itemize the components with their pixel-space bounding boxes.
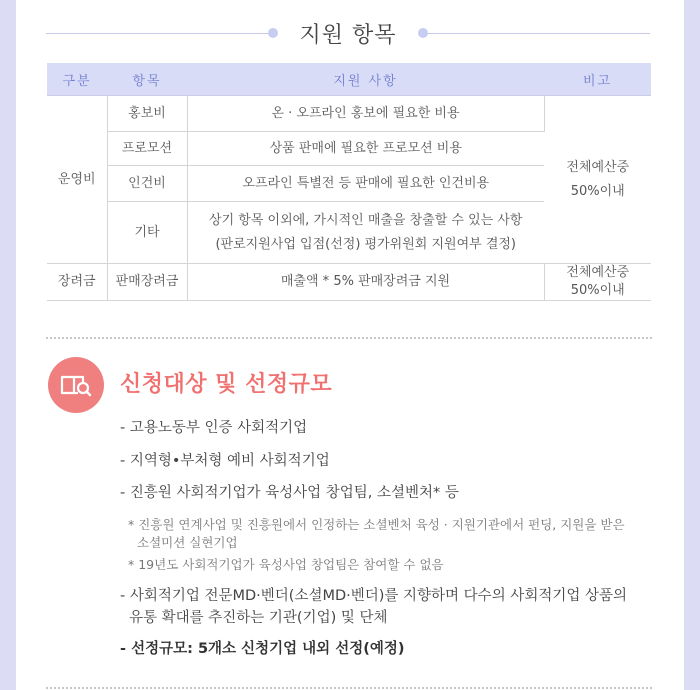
support-table: [47, 63, 651, 301]
support-cell: 오프라인 특별전 등 판매에 필요한 인건비용: [187, 166, 544, 202]
support-line: (판로지원사업 입점(선정) 평가위원회 지원여부 결정): [215, 236, 517, 252]
note-line: 전체예산중: [566, 159, 630, 175]
support-cell: 상품 판매에 필요한 프로모션 비용: [187, 132, 544, 166]
support-cell: [187, 202, 544, 264]
footnote: 소셜미션 실현기업: [137, 535, 238, 550]
footnote: * 진흥원 연계사업 및 진흥원에서 인정하는 소셜벤처 육성 · 지원기관에서 펀딩, 지원을 받은: [128, 517, 625, 532]
list-item: - 진흥원 사회적기업가 육성사업 창업팀, 소셜벤처* 등: [120, 485, 459, 501]
note-cell: [544, 96, 651, 264]
list-item: - 사회적기업 전문MD·벤더(소셜MD·벤더)를 지향하며 다수의 사회적기업 상품의: [120, 588, 627, 604]
list-item: - 고용노동부 인증 사회적기업: [120, 420, 308, 436]
apply-section-title: 신청대상 및 선정규모: [120, 372, 333, 397]
note-line: 50%이내: [570, 183, 625, 199]
selection-scale: - 선정규모: 5개소 신청기업 내외 선정(예정): [120, 641, 405, 657]
category-cell: 장려금: [47, 264, 107, 301]
item-cell: 기타: [107, 202, 187, 264]
support-line: 상기 항목 이외에, 가시적인 매출을 창출할 수 있는 사항: [209, 212, 523, 228]
list-item: - 지역형•부처형 예비 사회적기업: [120, 453, 330, 469]
decor-dot: [418, 28, 428, 38]
support-cell: 온 · 오프라인 홍보에 필요한 비용: [187, 96, 544, 132]
table-row: [47, 96, 651, 132]
dotted-divider: [46, 337, 652, 339]
note-cell: [544, 264, 651, 301]
divider-line: [428, 33, 650, 34]
list-item-continuation: 유통 확대를 추진하는 기관(기업) 및 단체: [129, 610, 388, 626]
dotted-divider: [46, 687, 652, 689]
footnote: * 19년도 사회적기업가 육성사업 창업팀은 참여할 수 없음: [128, 557, 444, 572]
col-header-note: 비고: [544, 63, 651, 96]
support-cell: 매출액 * 5% 판매장려금 지원: [187, 264, 544, 301]
table-header-row: [47, 63, 651, 96]
col-header-category: 구분: [47, 63, 107, 96]
col-header-item: 항목: [107, 63, 187, 96]
col-header-support: 지원 사항: [187, 63, 544, 96]
item-cell: 인건비: [107, 166, 187, 202]
note-line: 전체예산중: [566, 265, 630, 280]
item-cell: 홍보비: [107, 96, 187, 132]
section-header: [46, 18, 650, 50]
book-search-icon: [48, 357, 104, 413]
note-line: 50%이내: [570, 283, 625, 298]
category-cell: 운영비: [47, 96, 107, 264]
item-cell: 프로모션: [107, 132, 187, 166]
table-row: [47, 264, 651, 301]
item-cell: 판매장려금: [107, 264, 187, 301]
section-title: 지원 항목: [299, 23, 397, 48]
